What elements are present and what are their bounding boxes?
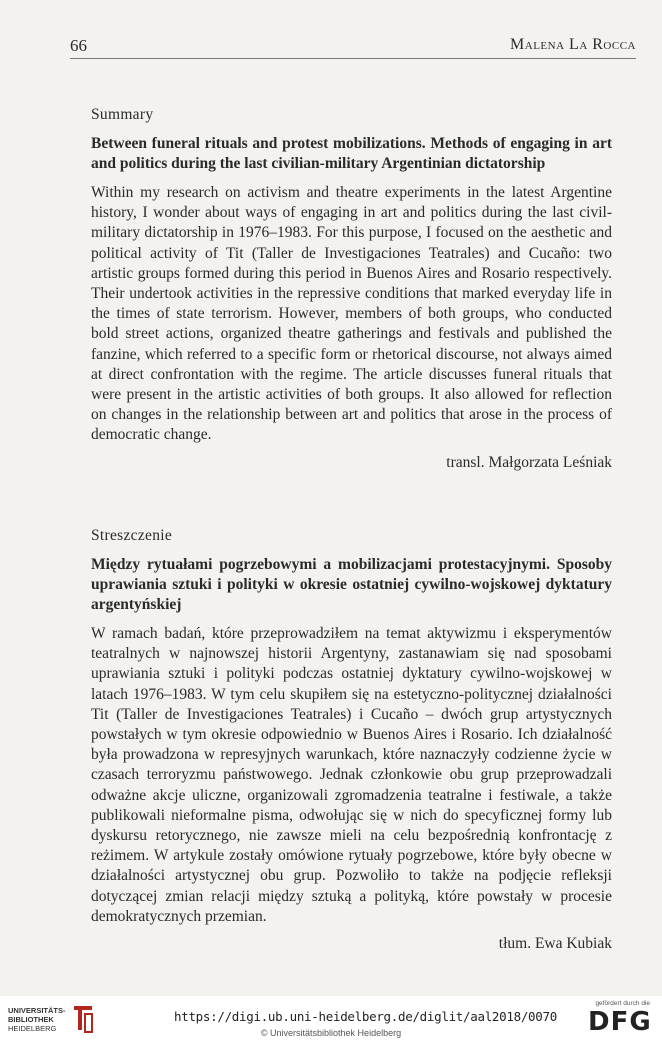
summary-title: Between funeral rituals and protest mobilizations. Methods of engaging in art and politics during the last civilian-military Argentinian dictatorship (91, 135, 612, 172)
viewer-footer (0, 996, 662, 1043)
streszczenie-heading: Streszczenie (91, 527, 173, 544)
streszczenie-title: Między rytuałami pogrzebowymi a mobilizacjami protestacyjnymi. Sposoby uprawiania sztuki i polityki w okresie ostatniej cywilno-wojskowej dyktatury argentyńskiej (91, 556, 612, 613)
dfg-funder-logo[interactable] (588, 1000, 650, 1037)
running-head: Malena La Rocca (510, 36, 636, 53)
permalink-url[interactable]: https://digi.ub.uni-heidelberg.de/diglit/aal2018/0070 (174, 1009, 557, 1024)
page-number: 66 (70, 36, 87, 55)
summary-body: Within my research on activism and theatre experiments in the latest Argentine history, I wonder about ways of engaging in art and politics during the last civil-military dictatorship in 1976–1983. For this purpose, I focused on the aesthetic and political activity of Tit (Taller de Investigaciones Teatrales) and Cucaño: two artistic groups formed during this period in Buenos Aires and Rosario respectively. Their undertook activities in the repressive conditions that marked everyday life in the times of state terrorism. However, members of both groups, who conducted bold street actions, organized theatre gatherings and festivals and published the fanzine, which referred to a specific form or rhetorical discourse, not always aimed at direct confrontation with the regime. The article discusses funeral rituals that were present in the artistic activities of both groups. It also allowed for reflection on changes in the relationship between art and politics that arose in the process of democratic change. (91, 184, 612, 444)
library-name-line1: UNIVERSITÄTS- (8, 1006, 66, 1015)
summary-heading: Summary (91, 106, 154, 123)
page-header (70, 36, 636, 59)
funder-note: gefördert durch die (595, 1000, 650, 1007)
streszczenie-section (91, 527, 612, 953)
summary-section (91, 106, 612, 472)
streszczenie-body: W ramach badań, które przeprowadziłem na temat aktywizmu i eksperymentów teatralnych w najnowszej historii Argentyny, zastanawiam się nad sposobami uprawiania sztuki i polityki podczas ostatniej dyktatury cywilno-wojskowej w latach 1976–1983. W tym celu skupiłem się na estetyczno-politycznej działalności Tit (Taller de Investigaciones Teatrales) i Cucaño – dwóch grup artystycznych powstałych w tym okresie odpowiednio w Buenos Aires i Rosario. Ich działalność była prowadzona w represyjnych warunkach, które naznaczyły codzienne życie w czasach terroryzmu państwowego. Jednak członkowie obu grup przeprowadzali odważne akcje uliczne, organizowali zgromadzenia teatralne i festiwale, a także publikowali nieformalne pisma, odwołując się w nich do specyficznej formy lub dyskursu retorycznego, nie zawsze mieli na celu bezpośrednią konfrontację z reżimem. W artykule zostały omówione rytuały pogrzebowe, które były obecne w działalności artystycznej obu grup. Pozwoliło to także na podjęcie refleksji dotyczącej zmian relacji między sztuką a polityką, które powstały w procesie demokratycznych przemian. (91, 625, 612, 925)
streszczenie-translator: tłum. Ewa Kubiak (498, 935, 612, 953)
copyright-notice: © Universitätsbibliothek Heidelberg (260, 1028, 402, 1038)
summary-translator: transl. Małgorzata Leśniak (446, 453, 612, 471)
dfg-logo-text: DFG (588, 1007, 652, 1037)
library-name-line2: BIBLIOTHEK (8, 1015, 54, 1024)
library-name-line3: HEIDELBERG (8, 1024, 57, 1033)
